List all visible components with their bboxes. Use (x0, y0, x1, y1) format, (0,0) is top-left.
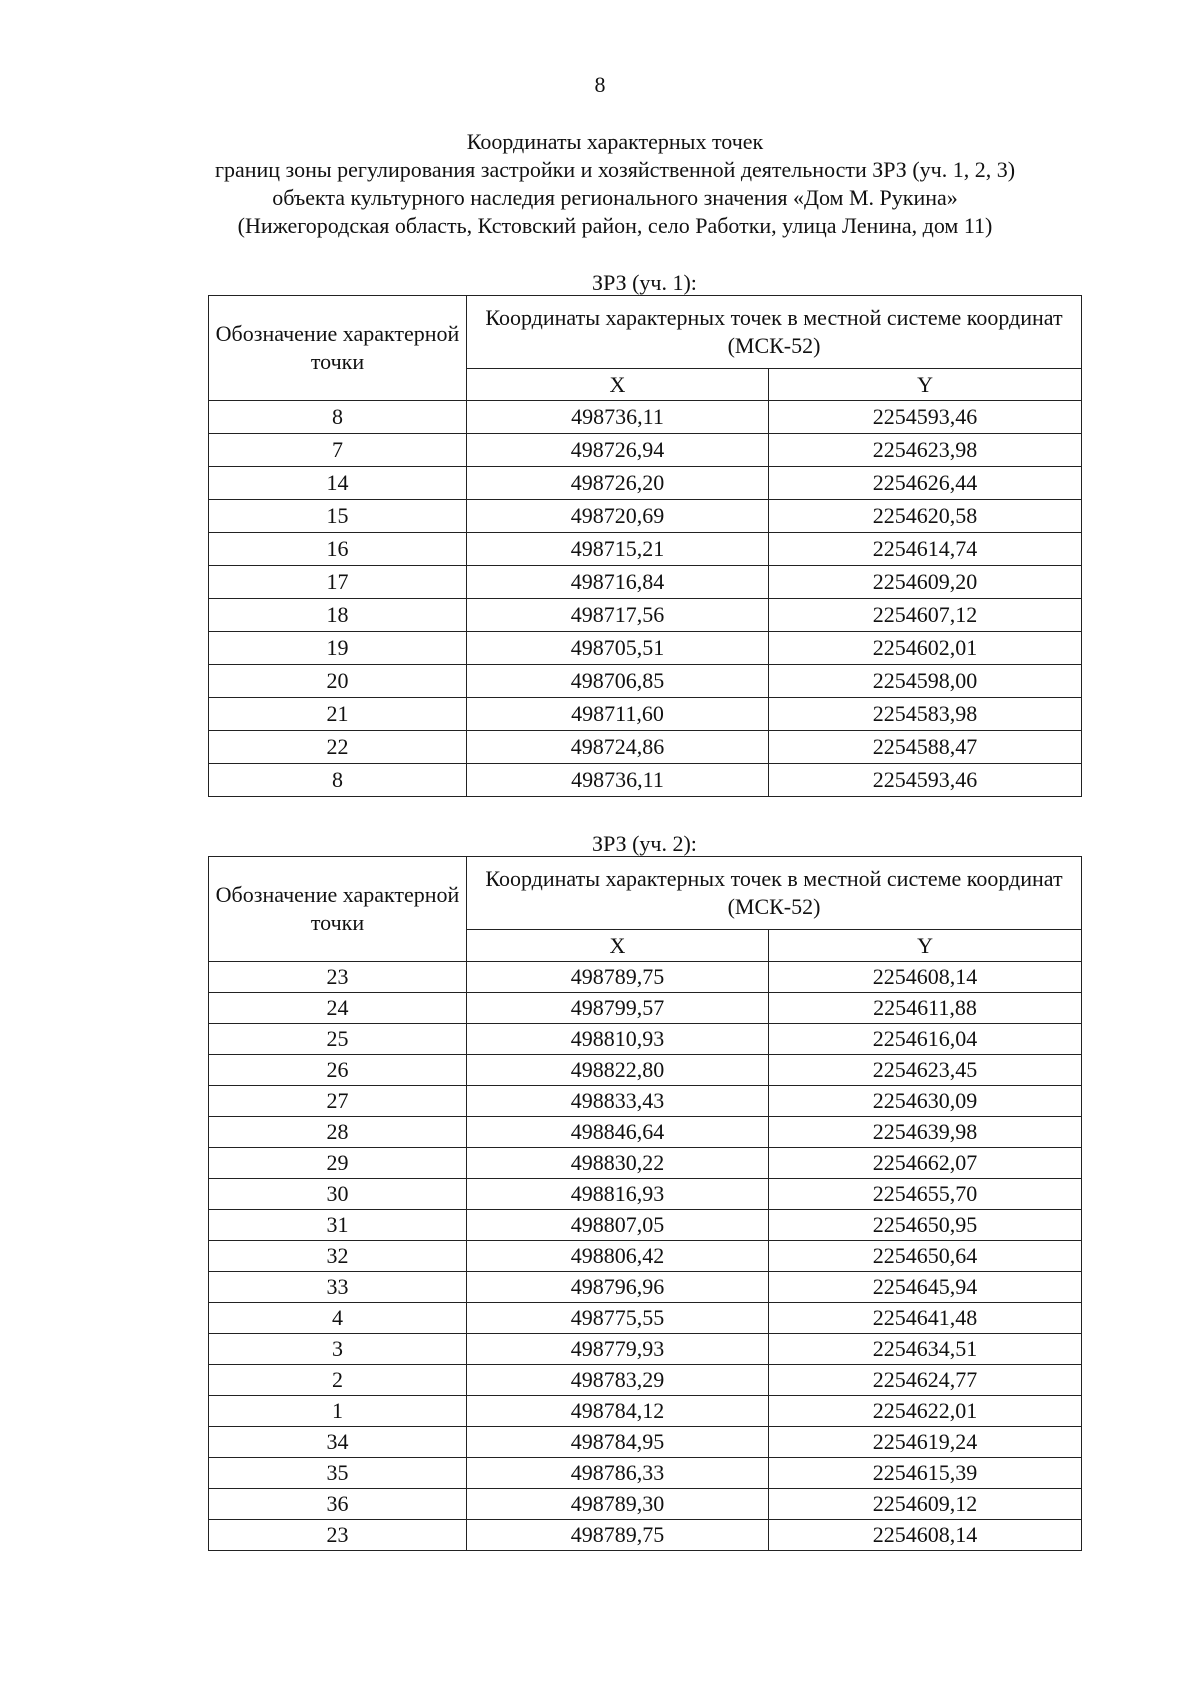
x-coordinate-cell: 498789,30 (467, 1489, 769, 1520)
table-row (209, 1303, 1082, 1334)
point-id-cell: 4 (209, 1303, 467, 1334)
point-id-cell: 22 (209, 731, 467, 764)
table-row (209, 1489, 1082, 1520)
x-coordinate-cell: 498779,93 (467, 1334, 769, 1365)
point-id-cell: 7 (209, 434, 467, 467)
header-y: Y (769, 369, 1082, 401)
y-coordinate-cell: 2254634,51 (769, 1334, 1082, 1365)
table-row (209, 1334, 1082, 1365)
x-coordinate-cell: 498736,11 (467, 764, 769, 797)
y-coordinate-cell: 2254607,12 (769, 599, 1082, 632)
coordinates-table-zrz-2 (208, 856, 1082, 1551)
y-coordinate-cell: 2254650,95 (769, 1210, 1082, 1241)
x-coordinate-cell: 498846,64 (467, 1117, 769, 1148)
table-row (209, 434, 1082, 467)
header-coordinates: Координаты характерных точек в местной системе координат (МСК-52) (467, 857, 1082, 930)
x-coordinate-cell: 498816,93 (467, 1179, 769, 1210)
y-coordinate-cell: 2254609,20 (769, 566, 1082, 599)
table-row (209, 467, 1082, 500)
header-y: Y (769, 930, 1082, 962)
table-row (209, 1520, 1082, 1551)
point-id-cell: 19 (209, 632, 467, 665)
x-coordinate-cell: 498810,93 (467, 1024, 769, 1055)
y-coordinate-cell: 2254645,94 (769, 1272, 1082, 1303)
x-coordinate-cell: 498784,95 (467, 1427, 769, 1458)
table-row (209, 698, 1082, 731)
point-id-cell: 23 (209, 962, 467, 993)
table-row (209, 500, 1082, 533)
y-coordinate-cell: 2254608,14 (769, 962, 1082, 993)
point-id-cell: 32 (209, 1241, 467, 1272)
table-row (209, 1272, 1082, 1303)
title-line-2: границ зоны регулирования застройки и хозяйственной деятельности ЗРЗ (уч. 1, 2, 3) (214, 157, 1016, 182)
section-caption-zrz-2: ЗРЗ (уч. 2): (592, 831, 697, 856)
point-id-cell: 2 (209, 1365, 467, 1396)
point-id-cell: 1 (209, 1396, 467, 1427)
y-coordinate-cell: 2254598,00 (769, 665, 1082, 698)
x-coordinate-cell: 498775,55 (467, 1303, 769, 1334)
point-id-cell: 8 (209, 401, 467, 434)
table-row (209, 1117, 1082, 1148)
x-coordinate-cell: 498711,60 (467, 698, 769, 731)
x-coordinate-cell: 498717,56 (467, 599, 769, 632)
coordinates-table-zrz-1 (208, 295, 1082, 797)
point-id-cell: 24 (209, 993, 467, 1024)
point-id-cell: 8 (209, 764, 467, 797)
point-id-cell: 3 (209, 1334, 467, 1365)
y-coordinate-cell: 2254611,88 (769, 993, 1082, 1024)
x-coordinate-cell: 498789,75 (467, 962, 769, 993)
point-id-cell: 33 (209, 1272, 467, 1303)
table-row (209, 1179, 1082, 1210)
title-line-4: (Нижегородская область, Кстовский район, село Работки, улица Ленина, дом 11) (237, 213, 993, 238)
y-coordinate-cell: 2254655,70 (769, 1179, 1082, 1210)
title-line-3: объекта культурного наследия регионального значения «Дом М. Рукина» (272, 185, 958, 210)
header-point-designation: Обозначение характерной точки (209, 296, 467, 401)
x-coordinate-cell: 498789,75 (467, 1520, 769, 1551)
point-id-cell: 29 (209, 1148, 467, 1179)
table-row (209, 962, 1082, 993)
y-coordinate-cell: 2254620,58 (769, 500, 1082, 533)
header-x: X (467, 930, 769, 962)
y-coordinate-cell: 2254624,77 (769, 1365, 1082, 1396)
x-coordinate-cell: 498726,94 (467, 434, 769, 467)
page-number: 8 (594, 72, 606, 97)
point-id-cell: 25 (209, 1024, 467, 1055)
point-id-cell: 35 (209, 1458, 467, 1489)
y-coordinate-cell: 2254588,47 (769, 731, 1082, 764)
point-id-cell: 34 (209, 1427, 467, 1458)
point-id-cell: 23 (209, 1520, 467, 1551)
point-id-cell: 31 (209, 1210, 467, 1241)
x-coordinate-cell: 498822,80 (467, 1055, 769, 1086)
x-coordinate-cell: 498786,33 (467, 1458, 769, 1489)
table-body (209, 962, 1082, 1551)
y-coordinate-cell: 2254623,45 (769, 1055, 1082, 1086)
point-id-cell: 28 (209, 1117, 467, 1148)
y-coordinate-cell: 2254583,98 (769, 698, 1082, 731)
x-coordinate-cell: 498830,22 (467, 1148, 769, 1179)
header-coordinates: Координаты характерных точек в местной системе координат (МСК-52) (467, 296, 1082, 369)
point-id-cell: 36 (209, 1489, 467, 1520)
y-coordinate-cell: 2254650,64 (769, 1241, 1082, 1272)
x-coordinate-cell: 498715,21 (467, 533, 769, 566)
table-row (209, 401, 1082, 434)
table-row (209, 599, 1082, 632)
x-coordinate-cell: 498716,84 (467, 566, 769, 599)
table-row (209, 1241, 1082, 1272)
x-coordinate-cell: 498806,42 (467, 1241, 769, 1272)
table-row (209, 1148, 1082, 1179)
y-coordinate-cell: 2254609,12 (769, 1489, 1082, 1520)
title-line-1: Координаты характерных точек (466, 129, 764, 154)
y-coordinate-cell: 2254622,01 (769, 1396, 1082, 1427)
header-x: X (467, 369, 769, 401)
point-id-cell: 26 (209, 1055, 467, 1086)
y-coordinate-cell: 2254626,44 (769, 467, 1082, 500)
y-coordinate-cell: 2254608,14 (769, 1520, 1082, 1551)
y-coordinate-cell: 2254616,04 (769, 1024, 1082, 1055)
point-id-cell: 17 (209, 566, 467, 599)
table-row (209, 1427, 1082, 1458)
table-row (209, 1365, 1082, 1396)
table-body (209, 401, 1082, 797)
y-coordinate-cell: 2254602,01 (769, 632, 1082, 665)
table-row (209, 1210, 1082, 1241)
y-coordinate-cell: 2254614,74 (769, 533, 1082, 566)
y-coordinate-cell: 2254662,07 (769, 1148, 1082, 1179)
y-coordinate-cell: 2254593,46 (769, 764, 1082, 797)
x-coordinate-cell: 498783,29 (467, 1365, 769, 1396)
header-point-designation: Обозначение характерной точки (209, 857, 467, 962)
document-title (150, 128, 1080, 240)
y-coordinate-cell: 2254630,09 (769, 1086, 1082, 1117)
table-row (209, 665, 1082, 698)
x-coordinate-cell: 498833,43 (467, 1086, 769, 1117)
y-coordinate-cell: 2254623,98 (769, 434, 1082, 467)
point-id-cell: 14 (209, 467, 467, 500)
point-id-cell: 16 (209, 533, 467, 566)
point-id-cell: 15 (209, 500, 467, 533)
y-coordinate-cell: 2254641,48 (769, 1303, 1082, 1334)
y-coordinate-cell: 2254615,39 (769, 1458, 1082, 1489)
table-row (209, 1024, 1082, 1055)
section-caption-zrz-1: ЗРЗ (уч. 1): (592, 270, 697, 295)
x-coordinate-cell: 498706,85 (467, 665, 769, 698)
x-coordinate-cell: 498784,12 (467, 1396, 769, 1427)
table-row (209, 632, 1082, 665)
table-row (209, 1396, 1082, 1427)
x-coordinate-cell: 498736,11 (467, 401, 769, 434)
table-row (209, 993, 1082, 1024)
y-coordinate-cell: 2254619,24 (769, 1427, 1082, 1458)
table-row (209, 1458, 1082, 1489)
point-id-cell: 21 (209, 698, 467, 731)
point-id-cell: 30 (209, 1179, 467, 1210)
table-row (209, 731, 1082, 764)
x-coordinate-cell: 498807,05 (467, 1210, 769, 1241)
point-id-cell: 18 (209, 599, 467, 632)
x-coordinate-cell: 498796,96 (467, 1272, 769, 1303)
x-coordinate-cell: 498799,57 (467, 993, 769, 1024)
table-row (209, 1055, 1082, 1086)
x-coordinate-cell: 498724,86 (467, 731, 769, 764)
table-row (209, 764, 1082, 797)
point-id-cell: 20 (209, 665, 467, 698)
x-coordinate-cell: 498726,20 (467, 467, 769, 500)
x-coordinate-cell: 498720,69 (467, 500, 769, 533)
point-id-cell: 27 (209, 1086, 467, 1117)
table-row (209, 1086, 1082, 1117)
table-row (209, 566, 1082, 599)
y-coordinate-cell: 2254593,46 (769, 401, 1082, 434)
y-coordinate-cell: 2254639,98 (769, 1117, 1082, 1148)
table-row (209, 533, 1082, 566)
x-coordinate-cell: 498705,51 (467, 632, 769, 665)
